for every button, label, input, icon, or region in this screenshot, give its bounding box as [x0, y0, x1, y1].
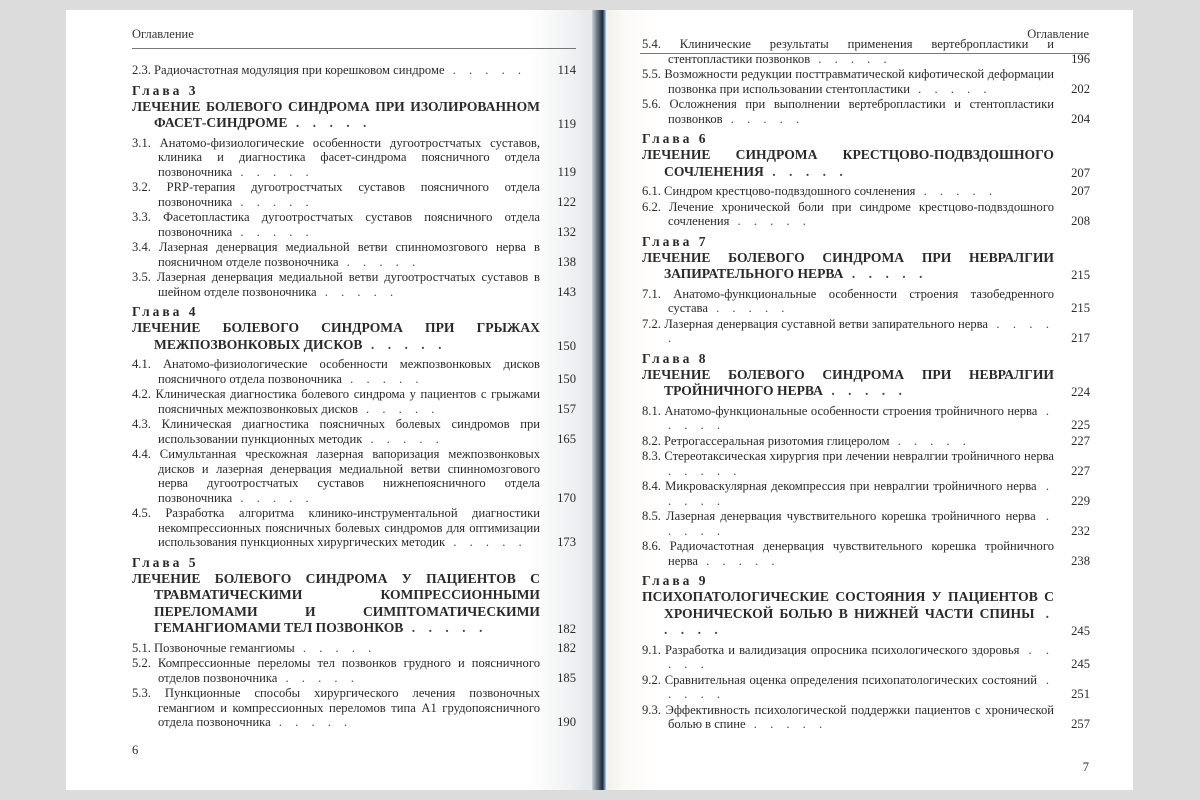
entry-page-number: 229 — [1071, 493, 1090, 508]
leader-dots: . . . . . — [668, 316, 1054, 345]
leader-dots: . . . . . — [294, 640, 377, 655]
entry-page-number: 207 — [1071, 184, 1090, 198]
toc-chapter-title[interactable] — [132, 320, 576, 353]
entry-page-number: 190 — [557, 715, 576, 729]
toc-entry[interactable] — [132, 270, 576, 299]
entry-text: ЛЕЧЕНИЕ БОЛЕВОГО СИНДРОМА ПРИ ГРЫЖАХ МЕЖПОЗВОНКОВЫХ ДИСКОВ — [132, 320, 540, 352]
entry-page-number: 257 — [1071, 717, 1090, 731]
leader-dots: . . . . . — [822, 383, 907, 398]
leader-dots: . . . . . — [287, 115, 372, 130]
entry-title — [132, 180, 540, 209]
entry-title — [132, 447, 540, 505]
toc-entry[interactable] — [132, 686, 576, 730]
leader-dots: . . . . . — [722, 111, 805, 126]
leader-dots: . . . . . — [889, 433, 971, 448]
entry-text: 3.3. Фасетопластика дугоотростчатых суставов поясничного отдела позвоночника — [132, 210, 540, 239]
toc-entry[interactable] — [132, 641, 576, 656]
leader-dots: . . . . . — [403, 620, 488, 635]
entry-text: 8.6. Радиочастотная денервация чувствительного корешка тройничного нерва — [642, 539, 1054, 568]
entry-title — [642, 479, 1054, 508]
entry-text: ПСИХОПАТОЛОГИЧЕСКИЕ СОСТОЯНИЯ У ПАЦИЕНТОВ С ХРОНИЧЕСКОЙ БОЛЬЮ В НИЖНЕЙ ЧАСТИ СПИНЫ — [642, 589, 1054, 621]
entry-page-number: 170 — [557, 490, 576, 505]
entry-title — [642, 434, 1054, 449]
leader-dots: . . . . . — [910, 81, 992, 96]
leader-dots: . . . . . — [232, 164, 314, 179]
entry-text: ЛЕЧЕНИЕ БОЛЕВОГО СИНДРОМА У ПАЦИЕНТОВ С ТРАВМАТИЧЕСКИМИ КОМПРЕССИОННЫМИ ПЕРЕЛОМАМИ И СИМПТОМАТИЧЕСКИМИ ГЕМАНГИОМАМИ ТЕЛ ПОЗВОНКОВ — [132, 570, 540, 635]
entry-page-number: 132 — [557, 224, 576, 239]
entry-text: ЛЕЧЕНИЕ БОЛЕВОГО СИНДРОМА ПРИ ИЗОЛИРОВАННОМ ФАСЕТ-СИНДРОМЕ — [132, 98, 540, 130]
entry-page-number: 119 — [557, 117, 576, 131]
leader-dots: . . . . . — [270, 715, 353, 729]
entry-text: 3.4. Лазерная денервация медиальной ветви спинномозгового нерва в поясничном отделе позвоночника — [132, 240, 540, 269]
toc-entry[interactable] — [642, 673, 1090, 702]
entry-page-number: 143 — [557, 284, 576, 299]
entry-title — [642, 404, 1054, 433]
page-number: 6 — [132, 743, 139, 757]
entry-page-number: 119 — [557, 164, 576, 179]
leader-dots: . . . . . — [444, 63, 527, 77]
entry-text: 8.3. Стереотаксическая хирургия при лечении невралгии тройничного нерва — [642, 449, 1054, 463]
entry-page-number: 227 — [1071, 433, 1090, 448]
toc-entry[interactable] — [132, 447, 576, 505]
entry-page-number: 217 — [1071, 331, 1090, 345]
entry-text: 4.3. Клиническая диагностика поясничных болевых синдромов при использовании пункционных методик — [132, 417, 540, 446]
leader-dots: . . . . . — [338, 254, 421, 269]
entry-text: 8.4. Микроваскулярная декомпрессия при невралгии тройничного нерва — [642, 479, 1037, 493]
toc-entry[interactable] — [132, 506, 576, 550]
entry-title — [132, 270, 540, 299]
entry-text: ЛЕЧЕНИЕ БОЛЕВОГО СИНДРОМА ПРИ НЕВРАЛГИИ ЗАПИРАТЕЛЬНОГО НЕРВА — [642, 249, 1054, 281]
leader-dots: . . . . . — [232, 194, 314, 209]
toc-entry[interactable] — [132, 656, 576, 685]
toc-chapter-title[interactable] — [642, 147, 1090, 180]
book-spine — [592, 10, 606, 790]
toc-chapter-title[interactable] — [642, 367, 1090, 400]
toc-entry[interactable] — [132, 357, 576, 386]
entry-page-number: 114 — [557, 63, 576, 77]
leader-dots: . . . . . — [763, 163, 848, 179]
entry-text: 5.2. Компрессионные переломы тел позвонков грудного и поясничного отделов позвоночника — [132, 656, 540, 685]
entry-page-number: 232 — [1071, 523, 1090, 538]
entry-text: ЛЕЧЕНИЕ БОЛЕВОГО СИНДРОМА ПРИ НЕВРАЛГИИ ТРОЙНИЧНОГО НЕРВА — [642, 366, 1054, 398]
entry-text: 5.6. Осложнения при выполнении вертебропластики и стентопластики позвонков — [642, 97, 1054, 126]
leader-dots: . . . . . — [698, 553, 780, 568]
leader-dots: . . . . . — [232, 490, 314, 505]
running-head: Оглавление — [132, 27, 194, 41]
leader-dots: . . . . . — [729, 214, 811, 228]
toc-entry[interactable] — [642, 97, 1090, 126]
entry-text: 4.5. Разработка алгоритма клинико-инструментальной диагностики некомпрессионных поясничных болевых синдромов для оптимизации использования пункционных хирургических методик — [132, 506, 540, 549]
leader-dots: . . . . . — [745, 717, 828, 731]
toc-entry[interactable] — [642, 434, 1090, 449]
entry-title — [642, 589, 1054, 639]
toc-entry[interactable] — [132, 417, 576, 446]
entry-title — [132, 641, 540, 656]
entry-page-number: 204 — [1071, 111, 1090, 126]
entry-title — [132, 63, 540, 78]
entry-text: 9.2. Сравнительная оценка определения психопатологических состояний — [642, 672, 1038, 687]
entry-title — [642, 509, 1054, 538]
toc-entry[interactable] — [642, 404, 1090, 433]
chapter-label: Глава 4 — [132, 304, 199, 319]
entry-page-number: 138 — [557, 254, 576, 269]
leader-dots: . . . . . — [362, 336, 447, 352]
entry-text: 5.3. Пункционные способы хирургического лечения позвоночных гемангиом и компрессионных переломов типа А1 грудопоясничного отдела позвоночника — [132, 686, 540, 729]
entry-title — [132, 571, 540, 637]
chapter-label: Глава 7 — [642, 233, 709, 249]
entry-title — [132, 136, 540, 180]
leader-dots: . . . . . — [277, 670, 359, 685]
entry-text: 3.1. Анатомо-физиологические особенности дугоотростчатых суставов, клиника и диагностика фасет-синдрома поясничного отдела позвоночника — [132, 135, 540, 179]
entry-page-number: 208 — [1071, 214, 1090, 228]
entry-title — [642, 703, 1054, 732]
entry-title — [642, 673, 1054, 702]
entry-text: 7.2. Лазерная денервация суставной ветви запирательного нерва — [642, 316, 989, 331]
toc-entry[interactable] — [132, 136, 576, 180]
entry-title — [132, 357, 540, 386]
entry-text: 3.5. Лазерная денервация медиальной ветви дугоотростчатых суставов в шейном отделе позвоночника — [132, 270, 540, 299]
table-of-contents — [132, 63, 576, 731]
toc-entry[interactable] — [642, 539, 1090, 568]
entry-page-number: 150 — [557, 338, 576, 353]
book-spread — [66, 10, 1133, 790]
entry-text: 3.2. PRP-терапия дугоотростчатых суставов поясничного отдела позвоночника — [132, 180, 540, 209]
header-rule — [132, 48, 576, 49]
toc-chapter-title[interactable] — [642, 589, 1090, 639]
entry-page-number: 182 — [557, 622, 576, 636]
entry-text: 8.1. Анатомо-функциональные особенности строения тройничного нерва — [642, 403, 1038, 418]
entry-text: 2.3. Радиочастотная модуляция при корешковом синдроме — [132, 63, 445, 77]
entry-title — [132, 417, 540, 446]
entry-page-number: 238 — [1071, 553, 1090, 568]
toc-entry[interactable] — [642, 200, 1090, 229]
leader-dots: . . . . . — [668, 403, 1055, 432]
entry-title — [642, 250, 1054, 283]
toc-entry[interactable] — [642, 37, 1090, 66]
entry-page-number: 185 — [557, 670, 576, 685]
toc-entry[interactable] — [642, 287, 1090, 316]
toc-entry[interactable] — [642, 643, 1090, 672]
chapter-label: Глава 5 — [132, 554, 199, 570]
entry-title — [132, 320, 540, 353]
entry-text: 7.1. Анатомо-функциональные особенности строения тазобедренного сустава — [642, 286, 1054, 315]
entry-page-number: 245 — [1071, 657, 1090, 671]
toc-entry[interactable] — [642, 67, 1090, 96]
toc-chapter-title[interactable] — [642, 250, 1090, 283]
entry-page-number: 157 — [557, 401, 576, 416]
entry-title — [132, 506, 540, 550]
entry-title — [642, 643, 1054, 672]
leader-dots: . . . . . — [668, 509, 1054, 538]
entry-title — [642, 37, 1054, 66]
leader-dots: . . . . . — [362, 431, 444, 446]
entry-page-number: 227 — [1071, 463, 1090, 478]
entry-text: 5.1. Позвоночные гемангиомы — [132, 640, 295, 655]
toc-entry[interactable] — [132, 387, 576, 416]
leader-dots: . . . . . — [915, 184, 997, 198]
entry-title — [642, 67, 1054, 96]
toc-entry[interactable] — [132, 180, 576, 209]
leader-dots: . . . . . — [316, 284, 399, 299]
entry-page-number: 182 — [557, 640, 576, 655]
entry-text: 4.2. Клиническая диагностика болевого синдрома у пациентов с грыжами поясничных межпозвонковых дисков — [132, 387, 540, 416]
entry-title — [132, 99, 540, 132]
entry-page-number: 224 — [1071, 385, 1090, 399]
toc-entry[interactable] — [132, 63, 576, 78]
toc-entry[interactable] — [132, 240, 576, 269]
chapter-label: Глава 3 — [132, 82, 199, 98]
toc-entry[interactable] — [642, 184, 1090, 199]
entry-page-number: 173 — [557, 535, 576, 549]
entry-page-number: 207 — [1071, 165, 1090, 180]
entry-title — [132, 686, 540, 730]
leader-dots: . . . . . — [668, 642, 1054, 671]
entry-text: 5.4. Клинические результаты применения вертебропластики и стентопластики позвонков — [642, 37, 1054, 66]
page-number: 7 — [1082, 760, 1089, 774]
entry-title — [132, 210, 540, 239]
entry-text: 4.1. Анатомо-физиологические особенности межпозвонковых дисков поясничного отдела позвоночника — [132, 357, 540, 386]
leader-dots: . . . . . — [357, 401, 440, 416]
leader-dots: . . . . . — [707, 301, 790, 315]
entry-page-number: 215 — [1071, 268, 1090, 282]
chapter-label: Глава 6 — [642, 131, 709, 146]
toc-entry[interactable] — [642, 479, 1090, 508]
entry-text: 9.3. Эффективность психологической поддержки пациентов с хронической болью в спине — [642, 702, 1054, 731]
toc-entry[interactable] — [642, 509, 1090, 538]
entry-title — [642, 184, 1054, 199]
entry-title — [132, 656, 540, 685]
leader-dots: . . . . . — [664, 605, 1054, 637]
leader-dots: . . . . . — [668, 479, 1055, 508]
leader-dots: . . . . . — [232, 224, 314, 239]
entry-text: 8.5. Лазерная денервация чувствительного корешка тройничного нерва — [642, 509, 1036, 523]
leader-dots: . . . . . — [668, 463, 742, 478]
entry-text: 9.1. Разработка и валидизация опросника психологического здоровья — [642, 642, 1020, 657]
leader-dots: . . . . . — [810, 51, 892, 66]
entry-page-number: 225 — [1071, 418, 1090, 432]
entry-title — [642, 317, 1054, 346]
entry-title — [642, 367, 1054, 400]
chapter-label: Глава 9 — [642, 573, 709, 588]
chapter-label: Глава 8 — [642, 350, 709, 366]
entry-page-number: 196 — [1071, 51, 1090, 66]
entry-page-number: 251 — [1071, 687, 1090, 701]
toc-chapter-title[interactable] — [132, 99, 576, 132]
entry-title — [642, 97, 1054, 126]
entry-title — [642, 200, 1054, 229]
entry-page-number: 150 — [557, 371, 576, 386]
leader-dots: . . . . . — [342, 371, 424, 386]
entry-title — [642, 287, 1054, 316]
entry-text: 6.2. Лечение хронической боли при синдроме крестцово-подвздошного сочленения — [642, 199, 1054, 228]
entry-text: 8.2. Ретрогассеральная ризотомия глицеролом — [642, 433, 890, 448]
toc-entry[interactable] — [642, 449, 1090, 478]
toc-entry[interactable] — [132, 210, 576, 239]
table-of-contents — [642, 37, 1090, 733]
entry-text: ЛЕЧЕНИЕ СИНДРОМА КРЕСТЦОВО-ПОДВЗДОШНОГО СОЧЛЕНЕНИЯ — [642, 147, 1054, 179]
entry-text: 6.1. Синдром крестцово-подвздошного сочленения — [642, 184, 916, 198]
leader-dots: . . . . . — [668, 672, 1054, 701]
leader-dots: . . . . . — [843, 266, 928, 281]
entry-title — [642, 147, 1054, 180]
entry-page-number: 215 — [1071, 301, 1090, 315]
entry-text: 5.5. Возможности редукции посттравматической кифотической деформации позвонка при использовании стентопластики — [642, 67, 1054, 96]
entry-title — [132, 387, 540, 416]
entry-title — [132, 240, 540, 269]
entry-page-number: 202 — [1071, 81, 1090, 96]
leader-dots: . . . . . — [445, 535, 527, 549]
right-page — [606, 10, 1133, 790]
toc-chapter-title[interactable] — [132, 571, 576, 637]
running-head: Оглавление — [1027, 27, 1089, 41]
entry-title — [642, 449, 1054, 478]
entry-page-number: 122 — [557, 194, 576, 209]
left-page — [66, 10, 592, 790]
toc-entry[interactable] — [642, 317, 1090, 346]
toc-entry[interactable] — [642, 703, 1090, 732]
entry-text: 4.4. Симультанная чрескожная лазерная вапоризация межпозвонковых дисков и лазерная денервация медиальной ветви спинномозгового нерва дугоотростчатых суставов нижнепоясничного отдела позвоночника — [132, 447, 540, 505]
entry-title — [642, 539, 1054, 568]
entry-page-number: 245 — [1071, 624, 1090, 638]
entry-page-number: 165 — [557, 431, 576, 446]
